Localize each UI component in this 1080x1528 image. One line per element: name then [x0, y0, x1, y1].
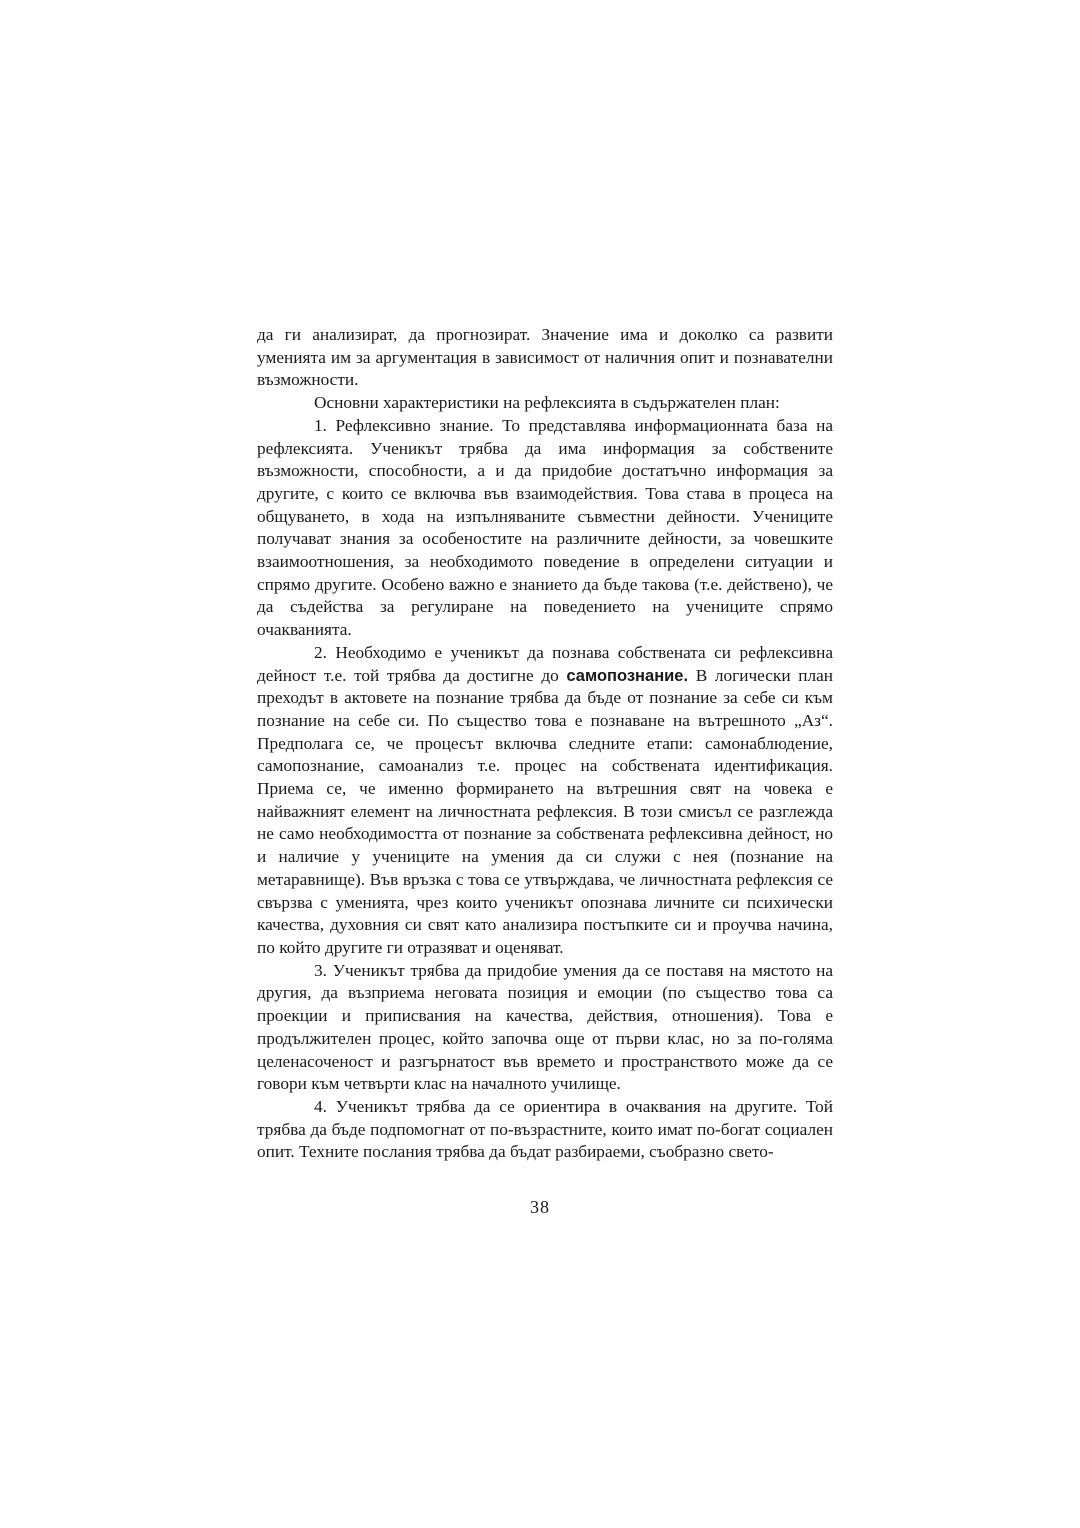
page-number: 38	[530, 1197, 550, 1217]
paragraph-point-2-rest: В логически план преходът в актовете на познание трябва да бъде от познание за себе си към познание на себе си. По същество това е познаване на вътрешното „Аз“. Предполага се, че процесът включва следните етапи: самонаблюдение, самопознание, самоанализ т.е. процес на собствената идентификация. Приема се, че именно формирането на вътрешния свят на човека е найважният елемент на личностната рефлексия. В този смисъл се разглежда не само необходимостта от познание за собствената рефлексивна дейност, но и наличие у учениците на умения да си служи с нея (познание на метаравнище). Във връзка с това се утвърждава, че личностната рефлексия се свързва с уменията, чрез които ученикът опознава личните си психически качества, духовния си свят като анализира постъпките си и проучва начина, по който другите ги отразяват и оценяват.	[257, 665, 833, 957]
bold-term-self-knowledge: самопознание.	[566, 666, 689, 685]
paragraph-intro: Основни характеристики на рефлексията в съдържателен план:	[314, 393, 780, 413]
body-text	[257, 324, 833, 1164]
paragraph-point-2-start: 2. Необходимо е ученикът да познава собствената си рефлексивна дейност т.е. той трябва да достигне до	[257, 642, 833, 685]
paragraph-point-2	[257, 642, 833, 960]
paragraph-point-4: 4. Ученикът трябва да се ориентира в очаквания на другите. Той трябва да бъде подпомогнат от по-възрастните, които имат по-богат социален опит. Техните послания трябва да бъдат разбираеми, съобразно свето-	[257, 1096, 833, 1162]
paragraph-continuation: да ги анализират, да прогнозират. Значение има и доколко са развити уменията им за аргументация в зависимост от наличния опит и познавателни възможности.	[257, 325, 833, 390]
paragraph-point-3: 3. Ученикът трябва да придобие умения да се поставя на мястото на другия, да възприема неговата позиция и емоции (по същество това са проекции и приписвания на качества, действия, отношения). Това е продължителен процес, който започва още от първи клас, но за по-голяма целенасоченост и разгърнатост във времето и пространството може да се говори към четвърти клас на началното училище.	[257, 960, 833, 1094]
paragraph-point-1: 1. Рефлексивно знание. То представлява информационната база на рефлексията. Ученикът трябва да има информация за собствените възможности, способности, а и да придобие достатъчно информация за другите, с които се включва във взаимодействия. Това става в процеса на общуването, в хода на изпълняваните съвместни дейности. Учениците получават знания за особеностите на различните дейности, за човешките взаимоотношения, за необходимото поведение в определени ситуации и спрямо другите. Особено важно е знанието да бъде такова (т.е. действено), че да съдейства за регулиране на поведението на учениците спрямо очакванията.	[257, 415, 833, 640]
